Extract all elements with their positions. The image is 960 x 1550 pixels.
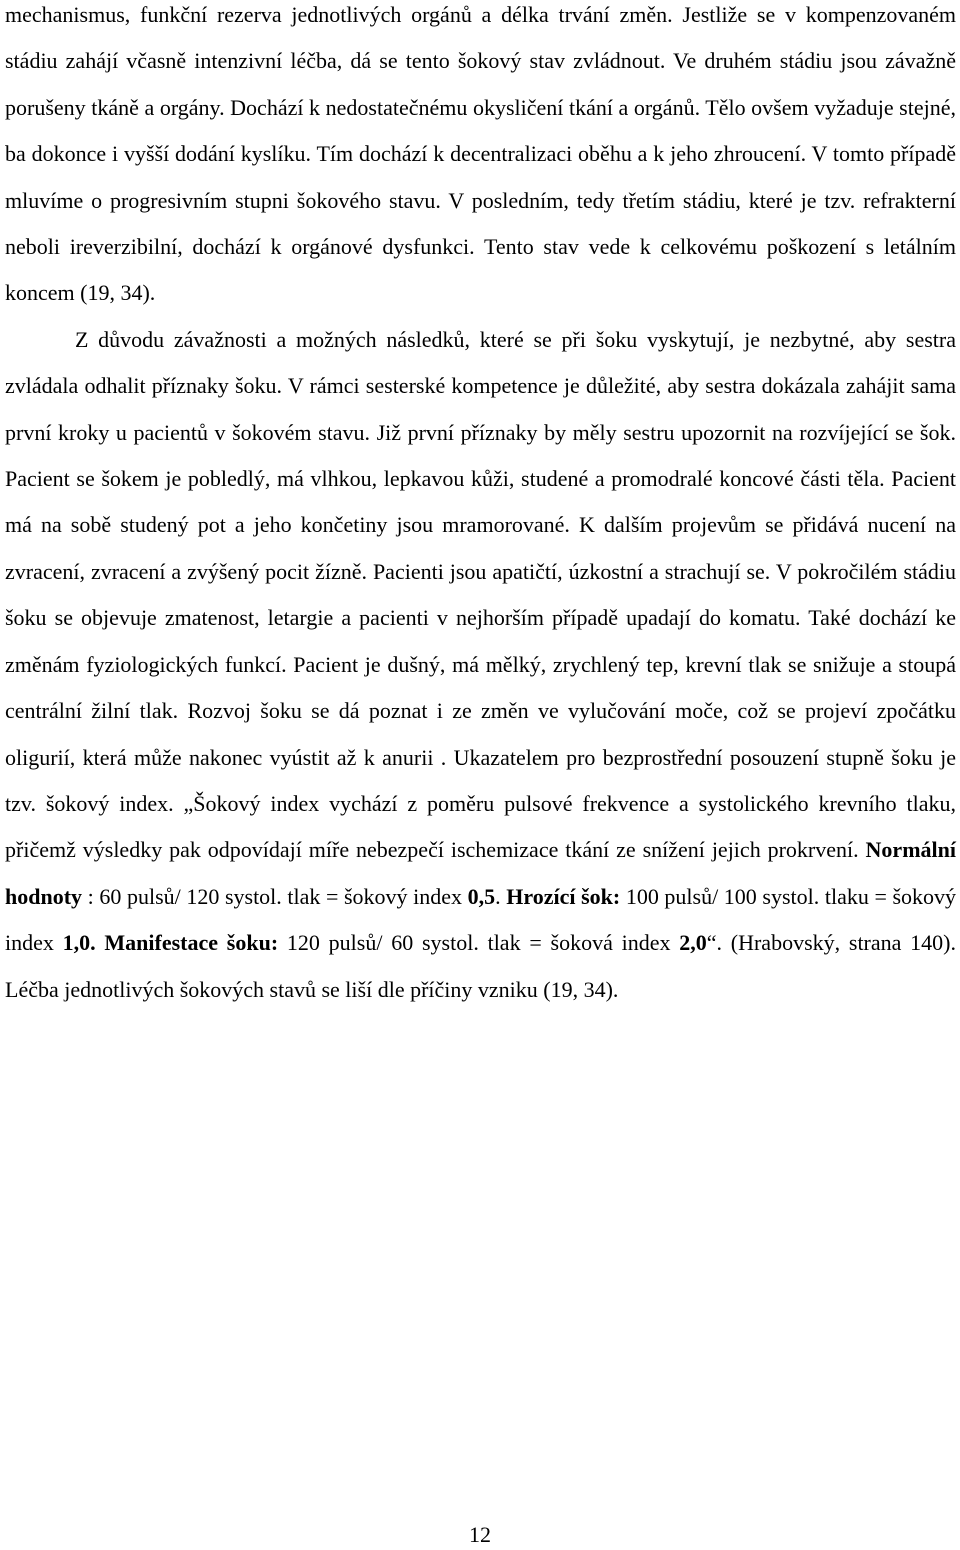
bold-index-manifest: 2,0	[679, 930, 707, 956]
document-page	[5, 0, 956, 1013]
bold-threatening-shock-label: Hrozící šok:	[506, 883, 621, 909]
paragraph-shock-stages: mechanismus, funkční rezerva jednotlivých orgánů a délka trvání změn. Jestliže se v kompenzovaném stádiu zahájí včasně intenzivní léčba, dá se tento šokový stav zvládnout. Ve druhém stádiu jsou závažně porušeny tkáně a orgány. Dochází k nedostatečnému okysličení tkání a orgánů. Tělo ovšem vyžaduje stejné, ba dokonce i vyšší dodání kyslíku. Tím dochází k decentralizaci oběhu a k jeho zhroucení. V tomto případě mluvíme o progresivním stupni šokového stavu. V posledním, tedy třetím stádiu, které je tzv. refrakterní neboli ireverzibilní, dochází k orgánové dysfunkci. Tento stav vede k celkovému poškození s letálním koncem (19, 34).	[5, 2, 956, 306]
paragraph-text: .	[495, 883, 507, 909]
bold-manifest-shock-label: Manifestace šoku:	[104, 930, 279, 956]
paragraph-text: Z důvodu závažnosti a možných následků, které se při šoku vyskytují, je nezbytné, aby sestra zvládala odhalit příznaky šoku. V rámci sesterské kompetence je důležité, aby sestra dokázala zahájit sama první kroky u pacientů v šokovém stavu. Již první příznaky by měly sestru upozornit na rozvíjející se šok. Pacient se šokem je pobledlý, má vlhkou, lepkavou kůži, studené a promodralé koncové části těla. Pacient má na sobě studený pot a jeho končetiny jsou mramorované. K dalším projevům se přidává nucení na zvracení, zvracení a zvýšený pocit žízně. Pacienti jsou apatičtí, úzkostní a strachují se. V pokročilém stádiu šoku se objevuje zmatenost, letargie a pacienti v nejhorším případě upadají do komatu. Také dochází ke změnám fyziologických funkcí. Pacient je dušný, má mělký, zrychlený tep, krevní tlak se snižuje a stoupá centrální žilní tlak. Rozvoj šoku se dá poznat i ze změn ve vylučování moče, což se projeví zpočátku oligurií, která může nakonec vyústit až k anurii . Ukazatelem pro bezprostřední posouzení stupně šoku je tzv. šokový index. „Šokový index vychází z poměru pulsové frekvence a systolického krevního tlaku, přičemž výsledky pak odpovídají míře nebezpečí ischemizace tkání ze snížení jejich prokrvení.	[5, 326, 956, 863]
paragraph-text: 120 pulsů/ 60 systol. tlak = šoková index	[278, 930, 680, 956]
bold-index-normal: 0,5	[467, 883, 496, 909]
paragraph-nurse-recognition	[5, 317, 956, 1013]
paragraph-text: : 60 pulsů/ 120 systol. tlak = šokový index	[82, 883, 468, 909]
paragraph-text: 100 pulsů/ 100 systol. tlaku = šokový index	[5, 883, 957, 956]
page-number: 12	[469, 1522, 491, 1547]
bold-index-threatening: 1,0.	[62, 930, 96, 956]
paragraph-text: “. (Hrabovský, strana 140). Léčba jednotlivých šokových stavů se liší dle příčiny vzniku (19, 34).	[5, 930, 956, 1002]
bold-normal-values-label: Normální hodnoty	[5, 837, 956, 909]
